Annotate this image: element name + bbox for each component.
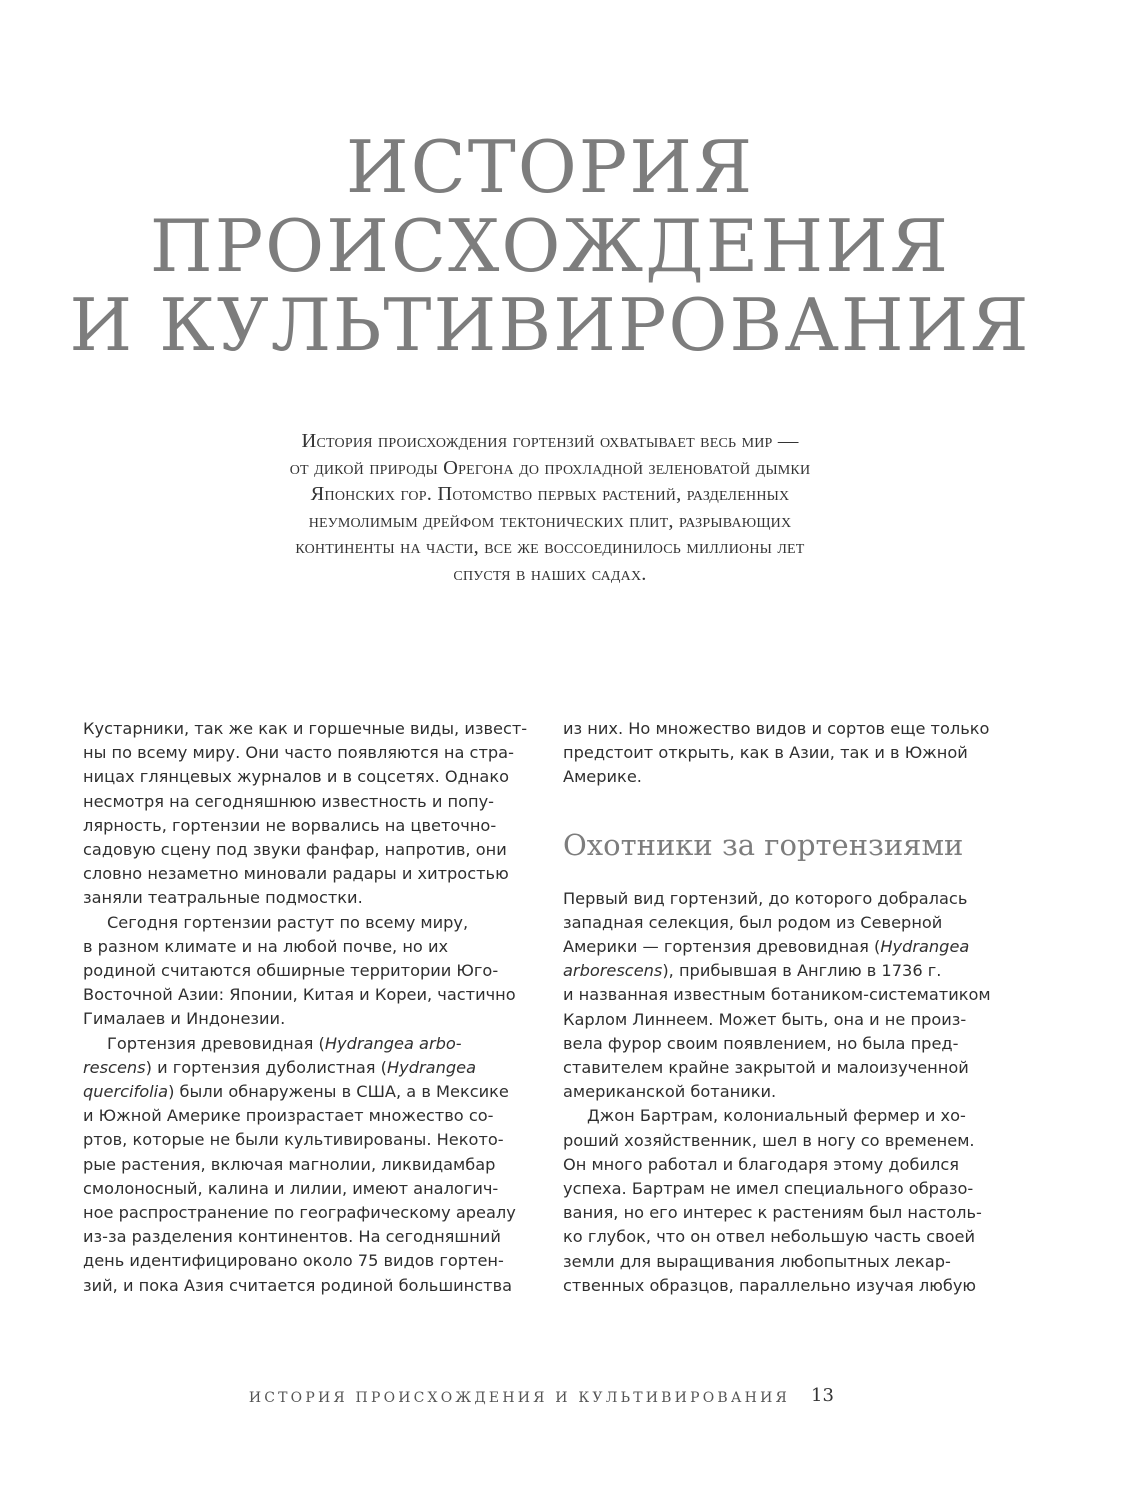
text-line: Америке. <box>563 767 642 787</box>
text-line: ственных образцов, параллельно изучая любую <box>563 1275 977 1295</box>
running-title: ИСТОРИЯ ПРОИСХОЖДЕНИЯ И КУЛЬТИВИРОВАНИЯ <box>248 1390 790 1406</box>
paragraph <box>83 911 533 1032</box>
text-run: ) и гортензия дуболистная ( <box>145 1057 387 1077</box>
running-footer <box>0 1390 830 1406</box>
right-column <box>563 717 1013 1298</box>
chapter-title-line: И КУЛЬТИВИРОВАНИЯ <box>69 283 1031 367</box>
paragraph <box>563 1104 1013 1298</box>
paragraph <box>83 1032 533 1298</box>
left-column <box>83 717 533 1298</box>
text-run: Америки — гортензия древовидная ( <box>563 937 881 957</box>
text-line: Кустарники, так же как и горшечные виды, извест- <box>83 719 528 738</box>
text-run: ) были обнаружены в США, а в Мексике <box>168 1082 509 1102</box>
text-line: несмотря на сегодняшнюю известность и попу- <box>83 791 494 811</box>
text-line: садовую сцену под звуки фанфар, напротив, они <box>83 840 507 860</box>
chapter-intro <box>200 428 900 587</box>
text-line: рые растения, включая магнолии, ликвидамбар <box>83 1154 496 1174</box>
text-line: ное распространение по географическому ареалу <box>83 1203 516 1223</box>
text-line: Сегодня гортензии растут по всему миру, <box>107 912 469 932</box>
text-line: предстоит открыть, как в Азии, так и в Южной <box>563 743 968 763</box>
text-line: из-за разделения континентов. На сегодняшний <box>83 1227 501 1247</box>
latin-name: arborescens <box>563 961 663 981</box>
text-line: Первый вид гортензий, до которого добралась <box>563 888 968 908</box>
text-line: день идентифицировано около 75 видов гортен- <box>83 1251 504 1271</box>
latin-name: rescens <box>83 1057 146 1077</box>
latin-name: Hydrangea <box>880 937 970 957</box>
text-line: из них. Но множество видов и сортов еще только <box>563 719 990 738</box>
text-line: Восточной Азии: Японии, Китая и Кореи, частично <box>83 985 516 1005</box>
text-line: родиной считаются обширные территории Юго- <box>83 961 499 981</box>
text-line: западная селекция, был родом из Северной <box>563 912 943 932</box>
intro-line: спустя в наших садах. <box>453 562 647 585</box>
section-heading: Охотники за гортензиями <box>563 827 964 862</box>
intro-line: континенты на части, все же воссоединилось миллионы лет <box>295 536 805 558</box>
text-line: в разном климате и на любой почве, но их <box>83 936 449 956</box>
text-line: и Южной Америке произрастает множество со- <box>83 1106 494 1126</box>
text-line: земли для выращивания любопытных лекар- <box>563 1251 951 1271</box>
text-line: ницах глянцевых журналов и в соцсетях. Однако <box>83 767 510 787</box>
paragraph <box>563 717 1013 790</box>
text-line <box>563 935 1013 959</box>
intro-line: История происхождения гортензий охватывает весь мир — <box>301 430 799 452</box>
text-line: роший хозяйственник, шел в ногу со временем. <box>563 1130 975 1150</box>
paragraph <box>563 887 1013 1105</box>
text-line: Он много работал и благодаря этому добился <box>563 1154 959 1174</box>
text-line: смолоносный, калина и лилии, имеют аналогич- <box>83 1178 499 1198</box>
paragraph <box>83 717 533 911</box>
text-line: Джон Бартрам, колониальный фермер и хо- <box>587 1106 966 1126</box>
intro-line: Японских гор. Потомство первых растений, разделенных <box>310 483 790 505</box>
text-line <box>83 1080 533 1104</box>
text-line: американской ботаники. <box>563 1082 777 1102</box>
text-line <box>563 959 1013 983</box>
latin-name: Hydrangea <box>386 1057 476 1077</box>
chapter-title-line: ИСТОРИЯ <box>345 125 755 209</box>
text-line: ны по всему миру. Они часто появляются на стра- <box>83 743 514 763</box>
text-line: и названная известным ботаником-систематиком <box>563 985 991 1005</box>
text-line: ртов, которые не были культивированы. Некото- <box>83 1130 504 1150</box>
page-number: 13 <box>811 1385 834 1406</box>
text-run: Гортензия древовидная ( <box>107 1033 325 1053</box>
text-line <box>83 1032 533 1056</box>
intro-line: неумолимым дрейфом тектонических плит, разрывающих <box>308 509 792 532</box>
text-line: успеха. Бартрам не имел специального образо- <box>563 1179 974 1199</box>
text-line: словно незаметно миновали радары и хитростью <box>83 864 509 884</box>
intro-line: от дикой природы Орегона до прохладной зеленоватой дымки <box>289 456 811 479</box>
text-line: заняли театральные подмостки. <box>83 888 363 908</box>
text-run: ), прибывшая в Англию в 1736 г. <box>662 961 942 981</box>
text-line: ко глубок, что он отвел небольшую часть своей <box>563 1227 976 1247</box>
text-line: Гималаев и Индонезии. <box>83 1009 286 1029</box>
text-line: вания, но его интерес к растениям был настоль- <box>563 1203 982 1223</box>
latin-name: Hydrangea arbo- <box>324 1033 462 1053</box>
text-line: вела фурор своим появлением, но была пред- <box>563 1033 959 1053</box>
chapter-title <box>0 125 1100 367</box>
text-line: Карлом Линнеем. Может быть, она и не произ- <box>563 1009 967 1029</box>
chapter-title-line: ПРОИСХОЖДЕНИЯ <box>149 204 951 288</box>
text-line <box>83 1056 533 1080</box>
text-line: зий, и пока Азия считается родиной большинства <box>83 1275 513 1295</box>
text-line: лярность, гортензии не ворвались на цветочно- <box>83 815 497 835</box>
latin-name: quercifolia <box>83 1082 169 1102</box>
text-line: ставителем крайне закрытой и малоизученной <box>563 1058 969 1078</box>
